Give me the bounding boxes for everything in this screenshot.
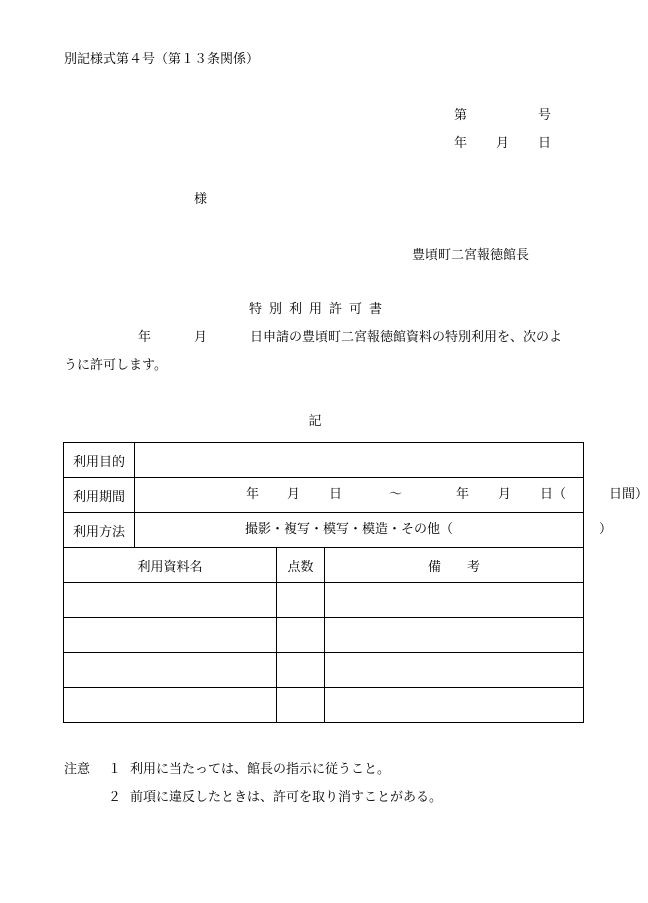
note-number: ２ — [108, 790, 122, 805]
addressee-honorific: 様 — [194, 192, 208, 207]
number-prefix: 第 — [454, 108, 468, 123]
number-suffix: 号 — [538, 108, 552, 123]
remarks-cell[interactable] — [325, 688, 584, 723]
period-days: 日間） — [609, 487, 648, 502]
purpose-row — [64, 443, 584, 478]
remarks-cell[interactable] — [325, 583, 584, 618]
period-end-year: 年 — [456, 487, 470, 502]
remarks-cell[interactable] — [325, 618, 584, 653]
document-title: 特別利用許可書 — [248, 302, 389, 317]
date-day: 日 — [538, 136, 552, 151]
body-text-line2: うに許可します。 — [64, 358, 167, 373]
date-month: 月 — [496, 136, 510, 151]
count-cell[interactable] — [277, 653, 325, 688]
material-name-cell[interactable] — [64, 653, 277, 688]
method-label: 利用方法 — [64, 513, 135, 548]
count-cell[interactable] — [277, 583, 325, 618]
note-text: 利用に当たっては、館長の指示に従うこと。 — [130, 762, 391, 777]
col-header-count: 点数 — [277, 548, 325, 583]
period-tilde: ～ — [389, 487, 403, 502]
col-header-material-name: 利用資料名 — [64, 548, 277, 583]
period-start-year: 年 — [246, 487, 260, 502]
period-start-day: 日 — [329, 487, 343, 502]
date-year: 年 — [454, 136, 468, 151]
purpose-label: 利用目的 — [64, 443, 135, 478]
body-month: 月 — [194, 330, 208, 345]
material-name-cell[interactable] — [64, 688, 277, 723]
note-text: 前項に違反したときは、許可を取り消すことがある。 — [130, 790, 443, 805]
issuer-name: 豊頃町二宮報徳館長 — [412, 248, 530, 263]
table-row — [64, 653, 584, 688]
method-options: 撮影・複写・模写・模造・その他（ — [245, 522, 454, 537]
body-text-line1: 日申請の豊頃町二宮報徳館資料の特別利用を、次のよ — [250, 330, 563, 345]
period-end-month: 月 — [498, 487, 512, 502]
note-number: １ — [108, 762, 122, 777]
material-header-row — [64, 548, 584, 583]
purpose-field[interactable] — [135, 443, 584, 478]
material-name-cell[interactable] — [64, 583, 277, 618]
period-field[interactable] — [135, 478, 648, 513]
period-label: 利用期間 — [64, 478, 135, 513]
period-end-day: 日（ — [540, 487, 567, 502]
table-row — [64, 583, 584, 618]
count-cell[interactable] — [277, 688, 325, 723]
material-name-cell[interactable] — [64, 618, 277, 653]
remarks-cell[interactable] — [325, 653, 584, 688]
ki-heading: 記 — [308, 414, 322, 429]
body-year: 年 — [138, 330, 152, 345]
period-start-month: 月 — [287, 487, 301, 502]
permit-table — [63, 442, 648, 723]
form-identifier: 別記様式第４号（第１３条関係） — [64, 52, 260, 67]
table-row — [64, 618, 584, 653]
method-row — [64, 513, 584, 548]
method-close-paren: ） — [599, 522, 613, 537]
col-header-remarks: 備 考 — [325, 548, 584, 583]
method-field[interactable] — [135, 513, 613, 548]
notes-label: 注意 — [64, 762, 91, 777]
table-row — [64, 688, 584, 723]
period-row — [64, 478, 584, 513]
count-cell[interactable] — [277, 618, 325, 653]
